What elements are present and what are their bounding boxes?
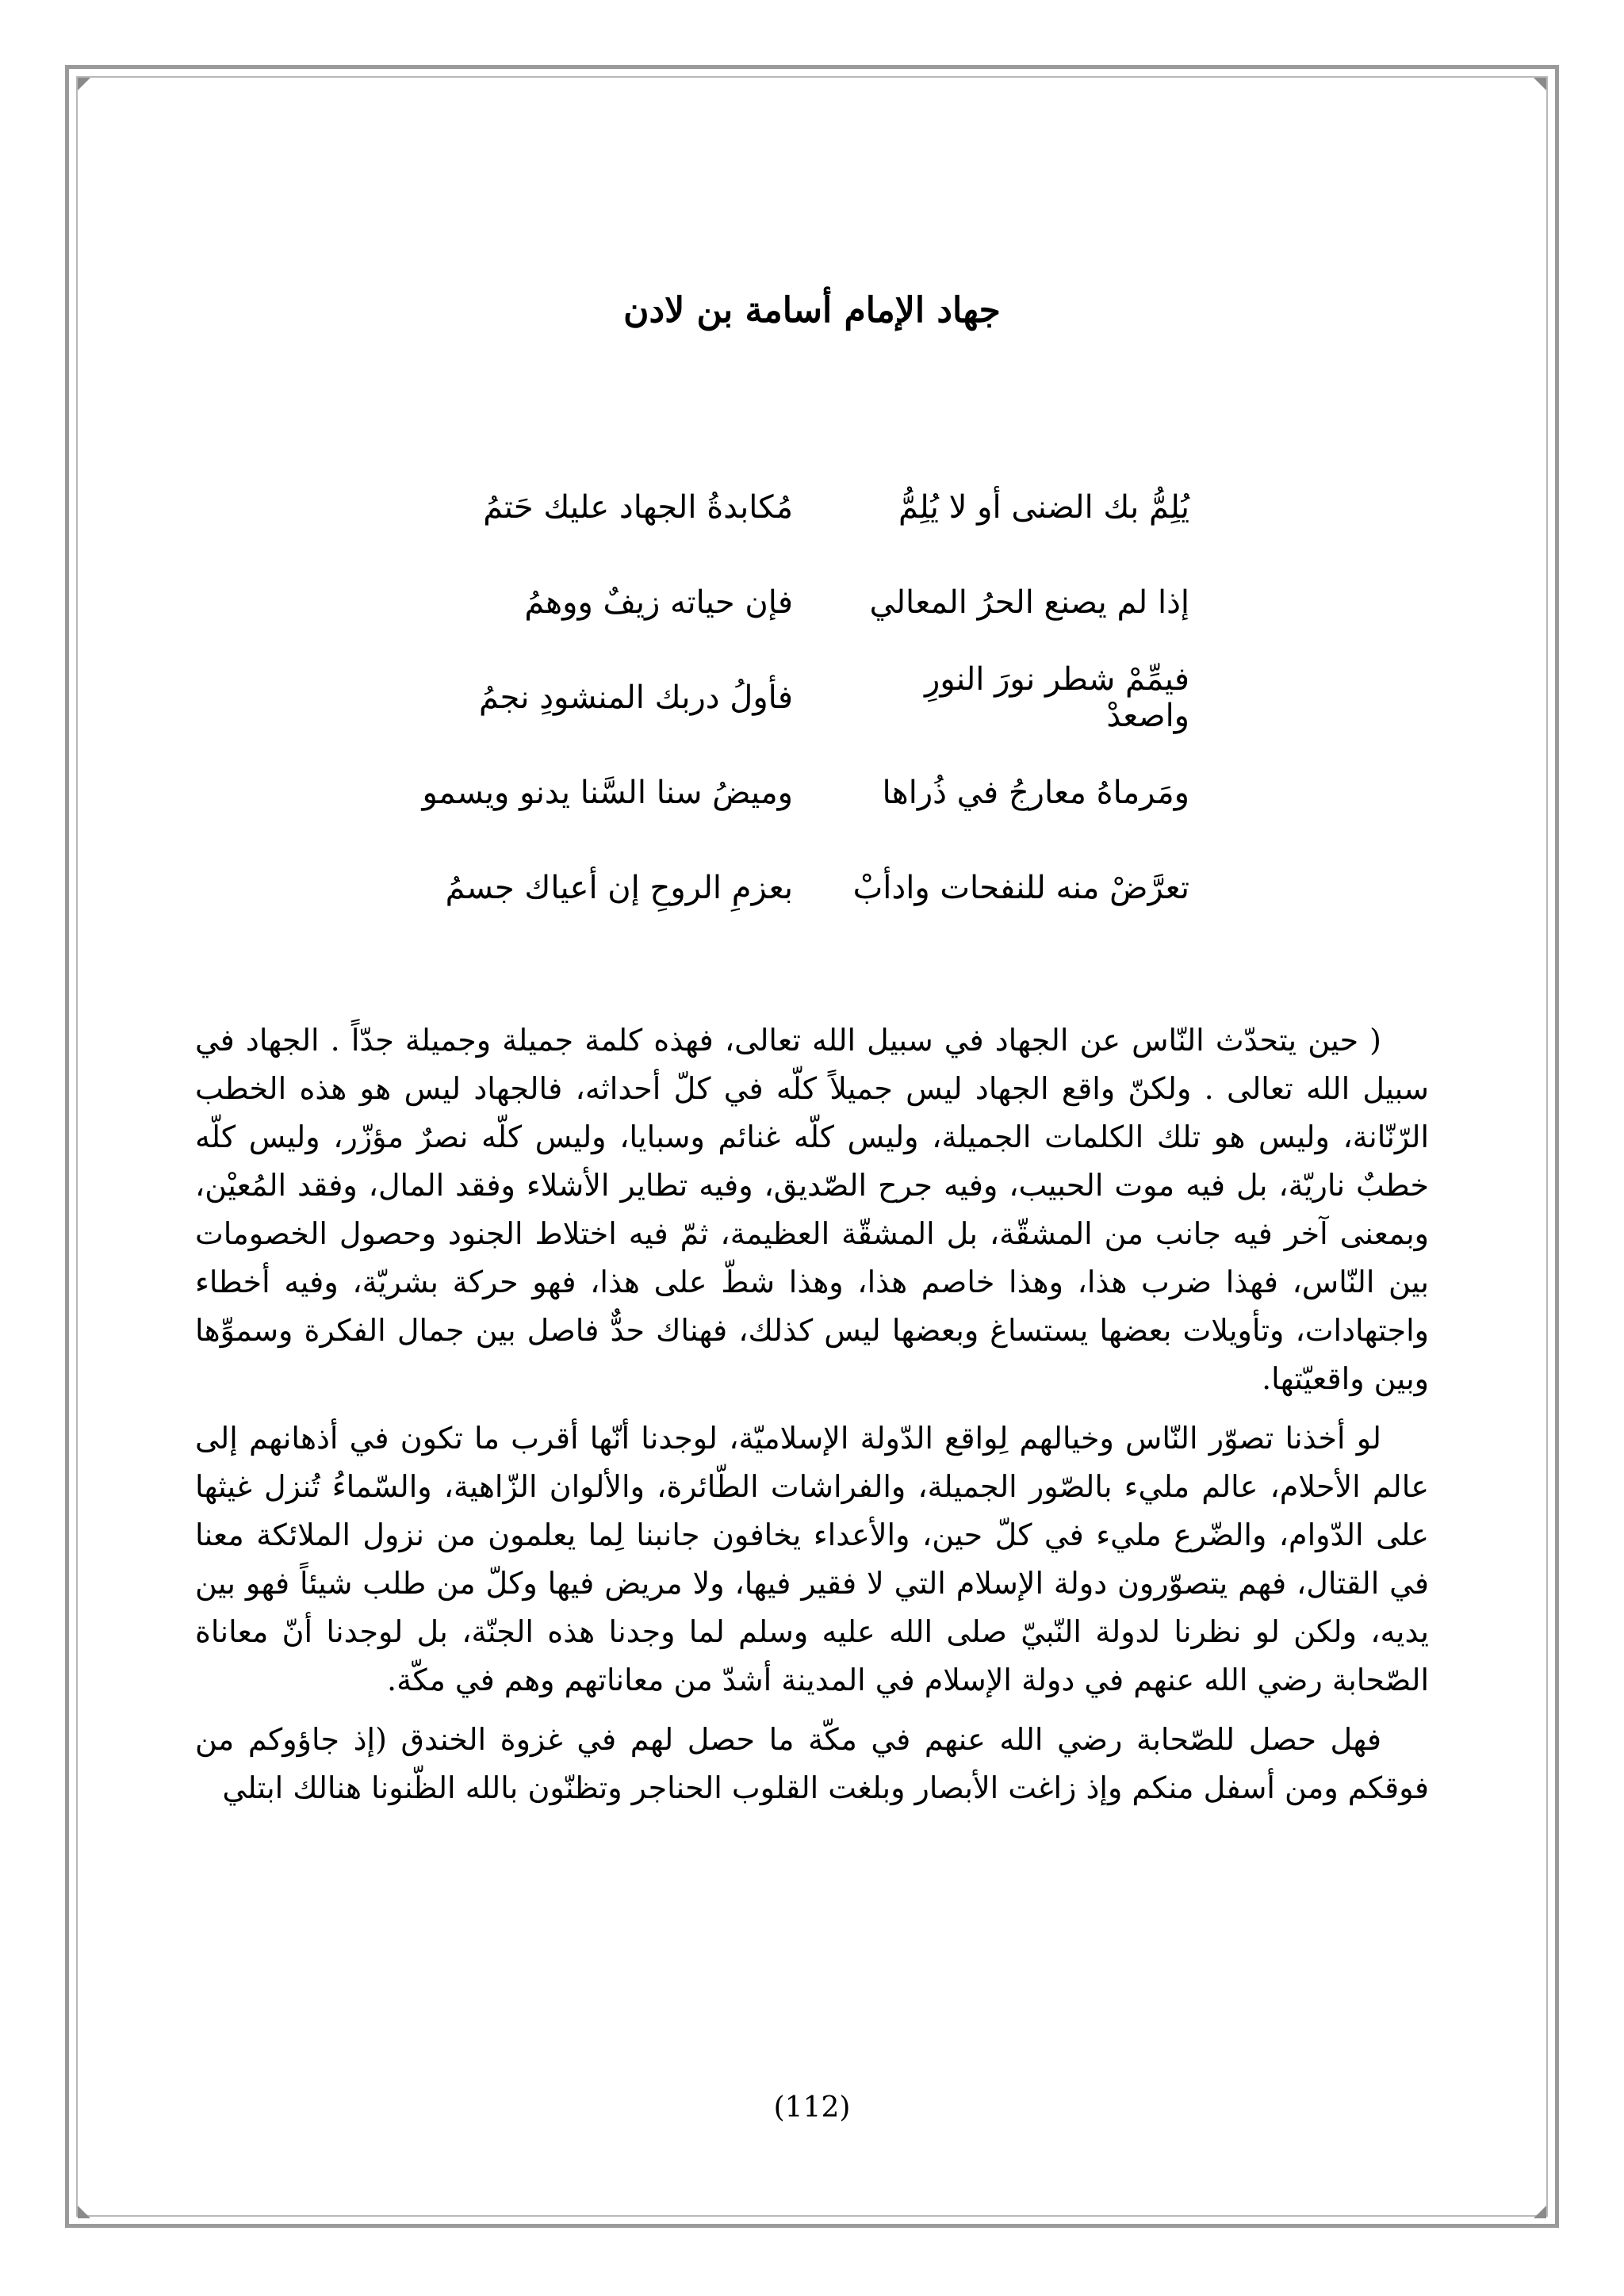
corner-ornament-top-right: [1534, 78, 1546, 90]
paragraph: فهل حصل للصّحابة رضي الله عنهم في مكّة ما حصل لهم في غزوة الخندق (إذ جاؤوكم من فوقكم ومن أسفل منكم وإذ زاغت الأبصار وبلغت القلوب الحناجر وتظنّون بالله الظّنونا هنالك ابتلي: [195, 1722, 1429, 1805]
verse-second-hemistich: فإن حياته زيفٌ ووهمُ: [524, 584, 793, 621]
verse-first-hemistich: تعرَّضْ منه للنفحات وادأبْ: [852, 870, 1189, 906]
poem-verse: [333, 650, 1285, 745]
corner-ornament-top-left: [78, 78, 90, 90]
corner-ornament-bottom-left: [78, 2206, 90, 2218]
page-title: جهاد الإمام أسامة بن لادن: [623, 290, 1001, 331]
verse-first-hemistich: فيمِّمْ شطر نورَ النورِ واصعدْ: [925, 661, 1189, 734]
verse-first-hemistich: إذا لم يصنع الحرُ المعالي: [869, 584, 1189, 621]
page-number: (112): [773, 2091, 851, 2124]
poem-verse: [333, 745, 1285, 840]
poem-verse: [333, 460, 1285, 555]
verse-second-hemistich: فأولُ دربك المنشودِ نجمُ: [478, 679, 793, 716]
verse-second-hemistich: بعزمِ الروحِ إن أعياك جسمُ: [445, 870, 793, 906]
verse-first-hemistich: ومَرماهُ معارجُ في ذُراها: [882, 775, 1189, 811]
poem: [333, 460, 1285, 936]
verse-second-hemistich: وميضُ سنا السَّنا يدنو ويسمو: [422, 775, 793, 811]
paragraph: لو أخذنا تصوّر النّاس وخيالهم لِواقع الدّولة الإسلاميّة، لوجدنا أنّها أقرب ما تكون في أذهانهم إلى عالم الأحلام، عالم مليء بالصّور الجميلة، والفراشات الطّائرة، والألوان الزّاهية، والسّماءُ تُنزل غيثها على الدّوام، والضّرع مليء في كلّ حين، والأعداء يخافون جانبنا لِما يعلمون من نزول الملائكة معنا في القتال، فهم يتصوّرون دولة الإسلام التي لا فقير فيها، ولا مريض فيها وكلّ من طلب شيئاً فهو بين يديه، ولكن لو نظرنا لدولة النّبيّ صلى الله عليه وسلم لما وجدنا هذه الجنّة، بل لوجدنا أنّ معاناة الصّحابة رضي الله عنهم في دولة الإسلام في المدينة أشدّ من معاناتهم وهم في مكّة.: [195, 1421, 1429, 1697]
corner-ornament-bottom-right: [1534, 2206, 1546, 2218]
verse-second-hemistich: مُكابدةُ الجهاد عليك حَتمُ: [483, 489, 793, 526]
body-text: [195, 1016, 1429, 1823]
paragraph: ( حين يتحدّث النّاس عن الجهاد في سبيل الله تعالى، فهذه كلمة جميلة وجميلة جدّاً . الجهاد في سبيل الله تعالى . ولكنّ واقع الجهاد ليس جميلاً كلّه في كلّ أحداثه، فالجهاد ليس هو هذه الخطب الرّنّانة، وليس هو تلك الكلمات الجميلة، وليس كلّه غنائم وسبايا، وليس كلّه نصرٌ مؤزّر، وليس كلّه خطبٌ ناريّة، بل فيه موت الحبيب، وفيه جرح الصّديق، وفيه تطاير الأشلاء وفقد المال، وفقد المُعيْن، وبمعنى آخر فيه جانب من المشقّة، بل المشقّة العظيمة، ثمّ فيه اختلاط الجنود وحصول الخصومات بين النّاس، فهذا ضرب هذا، وهذا خاصم هذا، وهذا شطّ على هذا، فهو حركة بشريّة، وفيه أخطاء واجتهادات، وتأويلات بعضها يستساغ وبعضها ليس كذلك، فهناك حدٌّ فاصل بين جمال الفكرة وسموِّها وبين واقعيّتها.: [195, 1023, 1429, 1396]
poem-verse: [333, 555, 1285, 650]
poem-verse: [333, 840, 1285, 936]
verse-first-hemistich: يُلِمُّ بك الضنى أو لا يُلِمُّ: [898, 489, 1189, 526]
